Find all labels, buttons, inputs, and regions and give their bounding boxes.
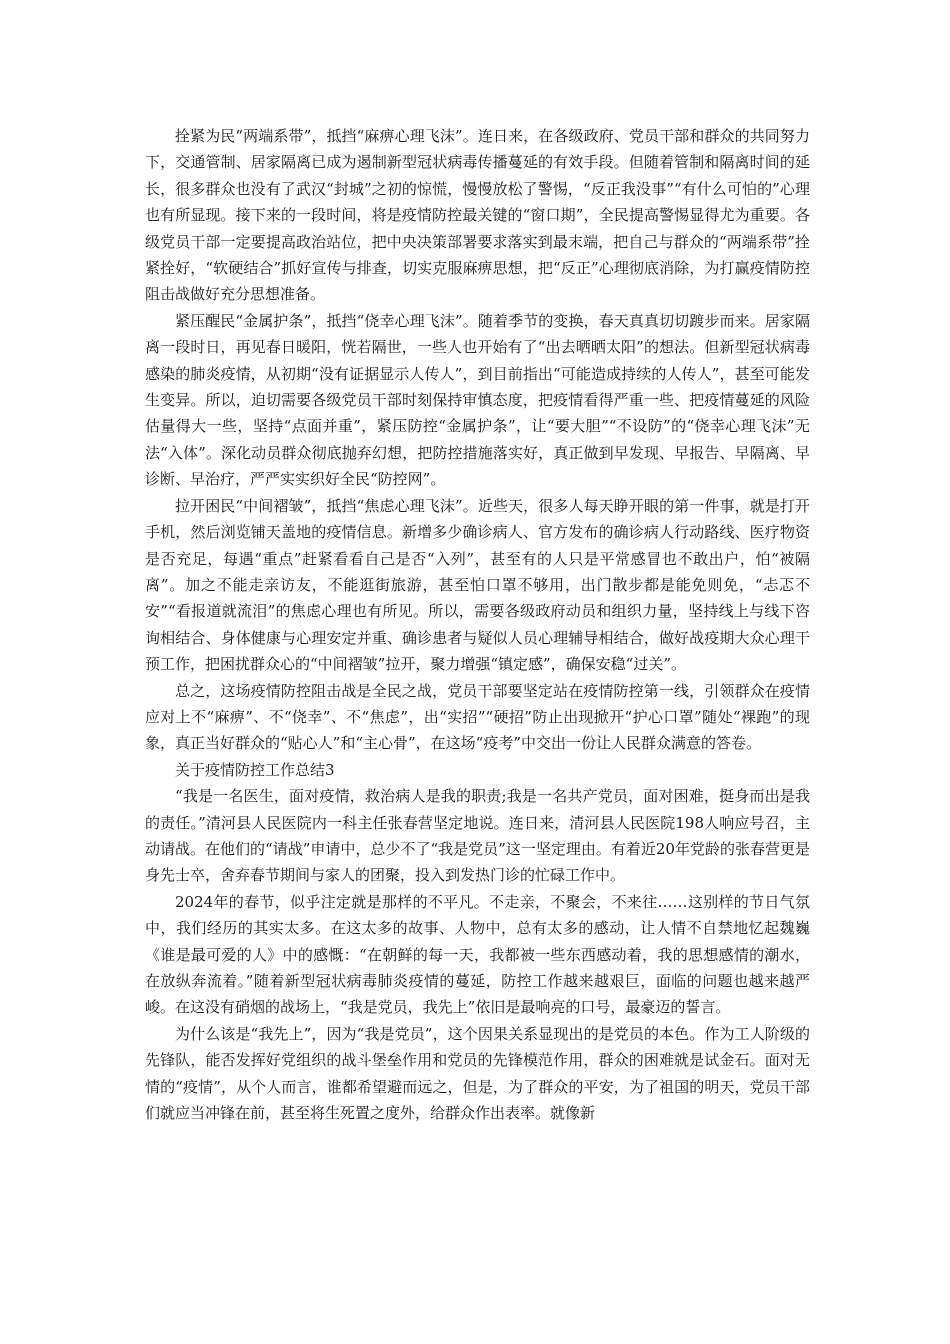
paragraph-5: “我是一名医生，面对疫情，救治病人是我的职责;我是一名共产党员，面对困难，挺身而出是我的责任。”清河县人民医院内一科主任张春营坚定地说。连日来，清河县人民医院198人响应号召，主动请战。在他们的“请战”申请中，总少不了“我是党员”这一坚定理由。有着近20年党龄的张春营更是身先士卒，舍弃春节期间与家人的团聚，投入到发热门诊的忙碌工作中。 <box>145 787 810 885</box>
paragraph-6: 2024年的春节，似乎注定就是那样的不平凡。不走亲，不聚会，不来往……这别样的节日气氛中，我们经历的其实太多。在这太多的故事、人物中，总有太多的感动，让人情不自禁地忆起魏巍《谁是最可爱的人》中的感慨：“在朝鲜的每一天，我都被一些东西感动着，我的思想感情的潮水，在放纵奔流着。”随着新型冠状病毒肺炎疫情的蔓延，防控工作越来越艰巨，面临的问题也越来越严峻。在这没有硝烟的战场上，“我是党员，我先上”依旧是最响亮的口号，最豪迈的誓言。 <box>145 892 810 1017</box>
paragraph-7: 为什么该是“我先上”，因为“我是党员”，这个因果关系显现出的是党员的本色。作为工人阶级的先锋队，能否发挥好党组织的战斗堡垒作用和党员的先锋模范作用，群众的困难就是试金石。面对无情的“疫情”，从个人而言，谁都希望避而远之，但是，为了群众的平安，为了祖国的明天，党员干部们就应当冲锋在前，甚至将生死置之度外，给群众作出表率。就像新 <box>145 1024 810 1123</box>
paragraph-4: 总之，这场疫情防控阻击战是全民之战，党员干部要坚定站在疫情防控第一线，引领群众在疫情应对上不“麻痹”、不“侥幸”、不“焦虑”，出“实招”“硬招”防止出现掀开“护心口罩”随处“裸跑”的现象，真正当好群众的“贴心人”和“主心骨”，在这场“疫考”中交出一份让人民群众满意的答卷。 <box>145 681 810 753</box>
paragraph-1: 拴紧为民“两端系带”，抵挡“麻痹心理飞沫”。连日来，在各级政府、党员干部和群众的共同努力下，交通管制、居家隔离已成为遏制新型冠状病毒传播蔓延的有效手段。但随着管制和隔离时间的延长，很多群众也没有了武汉“封城”之初的惊慌，慢慢放松了警惕，“反正我没事”“有什么可怕的”心理也有所显现。接下来的一段时间，将是疫情防控最关键的“窗口期”，全民提高警惕显得尤为重要。各级党员干部一定要提高政治站位，把中央决策部署要求落实到最末端，把自己与群众的“两端系带”拴紧拴好，“软硬结合”抓好宣传与排查，切实克服麻痹思想，把“反正”心理彻底消除，为打赢疫情防控阻击战做好充分思想准备。 <box>145 127 810 304</box>
document-page <box>145 123 810 1126</box>
paragraph-3: 拉开困民“中间褶皱”，抵挡“焦虑心理飞沫”。近些天，很多人每天睁开眼的第一件事，就是打开手机，然后浏览铺天盖地的疫情信息。新增多少确诊病人、官方发布的确诊病人行动路线、医疗物资是否充足，每遇“重点”赶紧看看自己是否“入列”，甚至有的人只是平常感冒也不敢出户，怕“被隔离”。加之不能走亲访友，不能逛街旅游，甚至怕口罩不够用，出门散步都是能免则免，“忐忑不安”“看报道就流泪”的焦虑心理也有所见。所以，需要各级政府动员和组织力量，坚持线上与线下咨询相结合、身体健康与心理安定并重、确诊患者与疑似人员心理辅导相结合，做好战疫期大众心理干预工作，把困扰群众心的“中间褶皱”拉开，聚力增强“镇定感”，确保安稳“过关”。 <box>145 496 810 674</box>
section-heading: 关于疫情防控工作总结3 <box>175 760 335 779</box>
paragraph-2: 紧压醒民“金属护条”，抵挡“侥幸心理飞沫”。随着季节的变换，春天真真切切踱步而来。居家隔离一段时日，再见春日暖阳，恍若隔世，一些人也开始有了“出去晒晒太阳”的想法。但新型冠状病毒感染的肺炎疫情，从初期“没有证据显示人传人”，到目前指出“可能造成持续的人传人”，甚至可能发生变异。所以，迫切需要各级党员干部时刻保持审慎态度，把疫情看得严重一些、把疫情蔓延的风险估量得大一些，坚持“点面并重”，紧压防控“金属护条”，让“要大胆”“不设防”的“侥幸心理飞沫”无法“入体”。深化动员群众彻底抛弃幻想，把防控措施落实好，真正做到早发现、早报告、早隔离、早诊断、早治疗，严严实实织好全民“防控网”。 <box>145 311 810 489</box>
